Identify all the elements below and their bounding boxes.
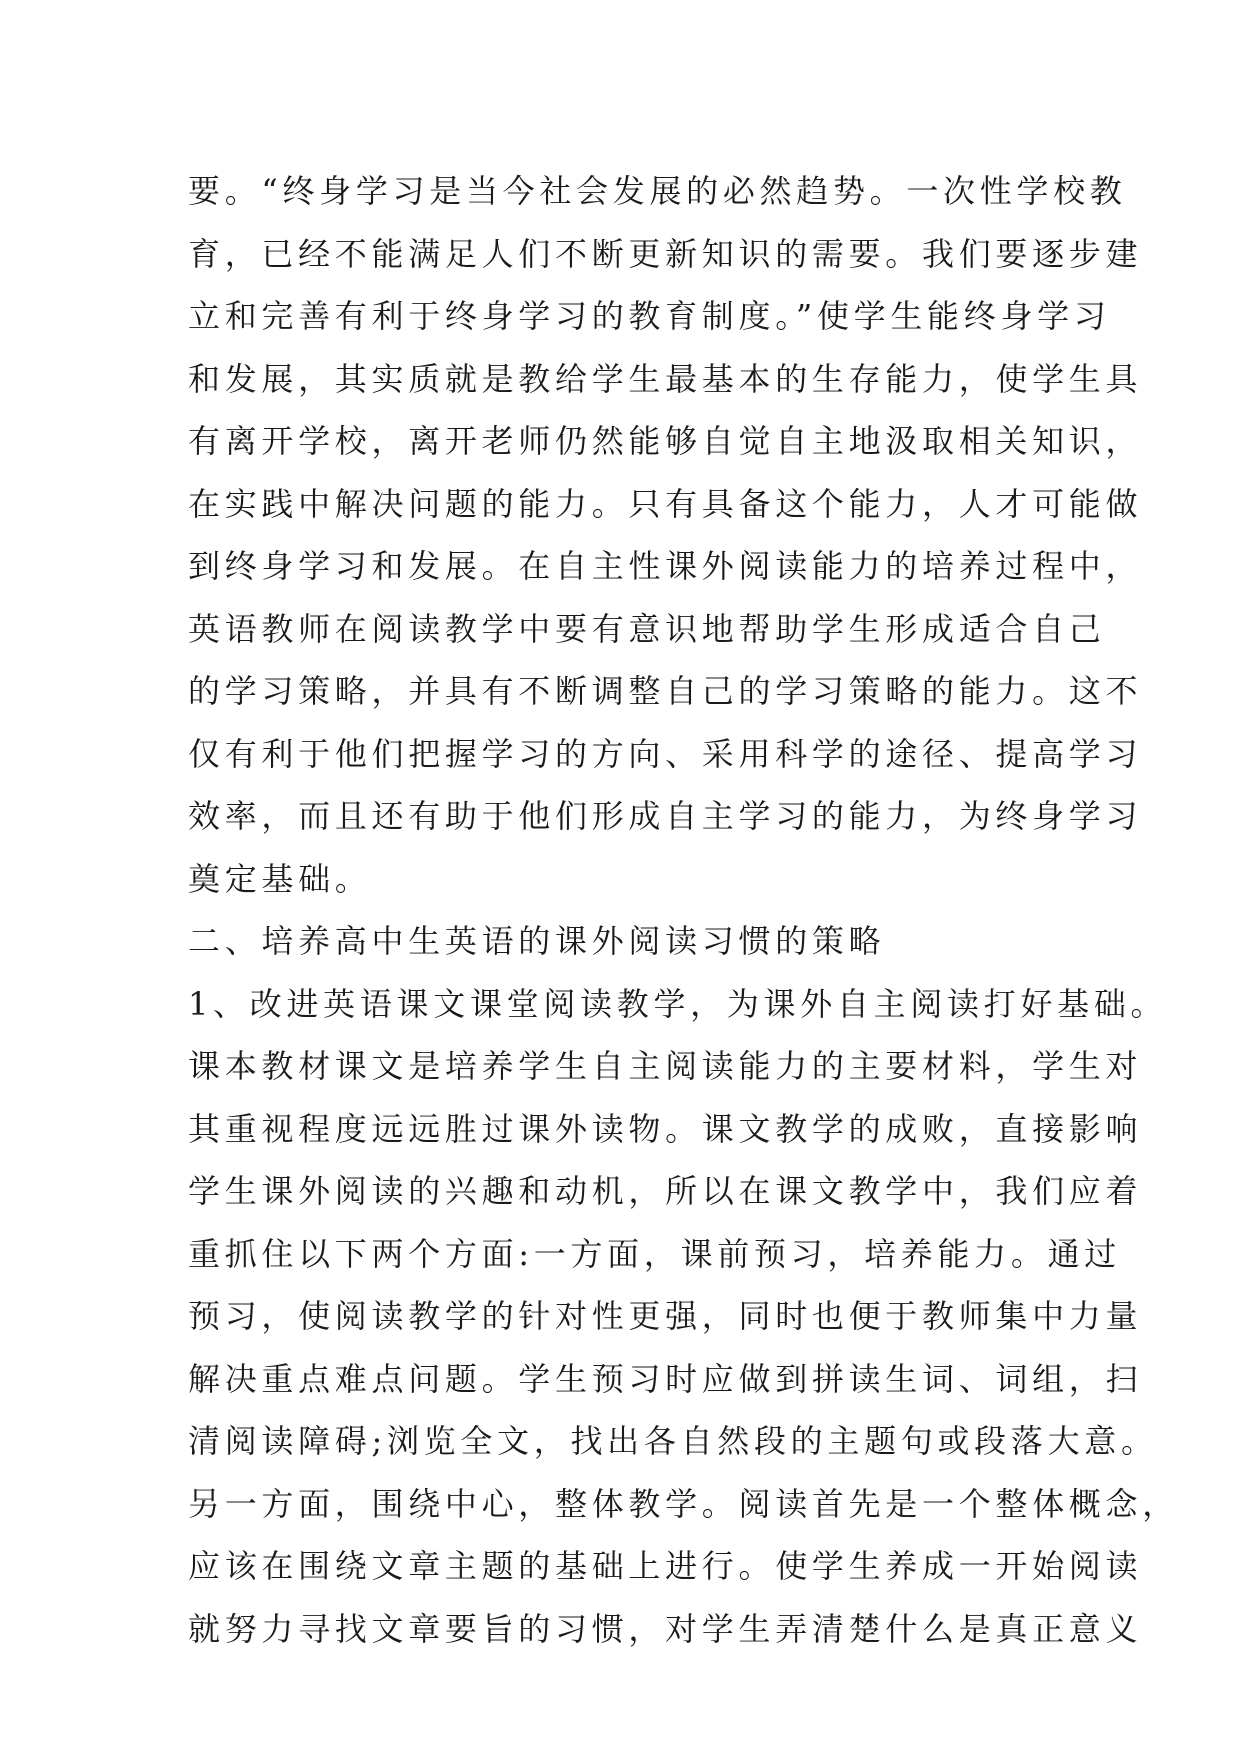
text-line: 在实践中解决问题的能力。只有具备这个能力，人才可能做	[188, 484, 1143, 523]
text-line: 课本教材课文是培养学生自主阅读能力的主要材料，学生对	[188, 1047, 1143, 1085]
text-line: 就努力寻找文章要旨的习惯，对学生弄清楚什么是真正意义	[188, 1609, 1143, 1648]
text-line: 育，已经不能满足人们不断更新知识的需要。我们要逐步建	[188, 234, 1143, 273]
text-line: 立和完善有利于终身学习的教育制度。”使学生能终身学习	[188, 297, 1111, 335]
text-line: 到终身学习和发展。在自主性课外阅读能力的培养过程中，	[188, 547, 1143, 585]
text-line: 重抓住以下两个方面:一方面，课前预习，培养能力。通过	[188, 1234, 1121, 1273]
text-line: 清阅读障碍;浏览全文，找出各自然段的主题句或段落大意。	[188, 1422, 1158, 1460]
text-line: 预习，使阅读教学的针对性更强，同时也便于教师集中力量	[188, 1297, 1143, 1335]
text-line: 另一方面，围绕中心，整体教学。阅读首先是一个整体概念，	[188, 1484, 1179, 1523]
text-line: 其重视程度远远胜过课外读物。课文教学的成败，直接影响	[188, 1109, 1143, 1148]
text-line: 仅有利于他们把握学习的方向、采用科学的途径、提高学习	[188, 734, 1143, 773]
subsection-heading: 1、改进英语课文课堂阅读教学，为课外自主阅读打好基础。	[188, 984, 1168, 1023]
text-line: 奠定基础。	[188, 859, 372, 898]
text-line: 的学习策略，并具有不断调整自己的学习策略的能力。这不	[188, 672, 1143, 710]
text-line: 学生课外阅读的兴趣和动机，所以在课文教学中，我们应着	[188, 1172, 1143, 1210]
body-text	[188, 160, 1179, 1660]
text-line: 英语教师在阅读教学中要有意识地帮助学生形成适合自己	[188, 609, 1106, 648]
text-line: 解决重点难点问题。学生预习时应做到拼读生词、词组，扫	[188, 1359, 1143, 1398]
section-heading: 二、培养高中生英语的课外阅读习惯的策略	[188, 922, 886, 960]
text-line: 要。“终身学习是当今社会发展的必然趋势。一次性学校教	[188, 172, 1127, 210]
text-line: 和发展，其实质就是教给学生最基本的生存能力，使学生具	[188, 359, 1143, 398]
text-line: 应该在围绕文章主题的基础上进行。使学生养成一开始阅读	[188, 1547, 1143, 1585]
text-line: 效率，而且还有助于他们形成自主学习的能力，为终身学习	[188, 797, 1143, 835]
text-line: 有离开学校，离开老师仍然能够自觉自主地汲取相关知识，	[188, 422, 1143, 460]
